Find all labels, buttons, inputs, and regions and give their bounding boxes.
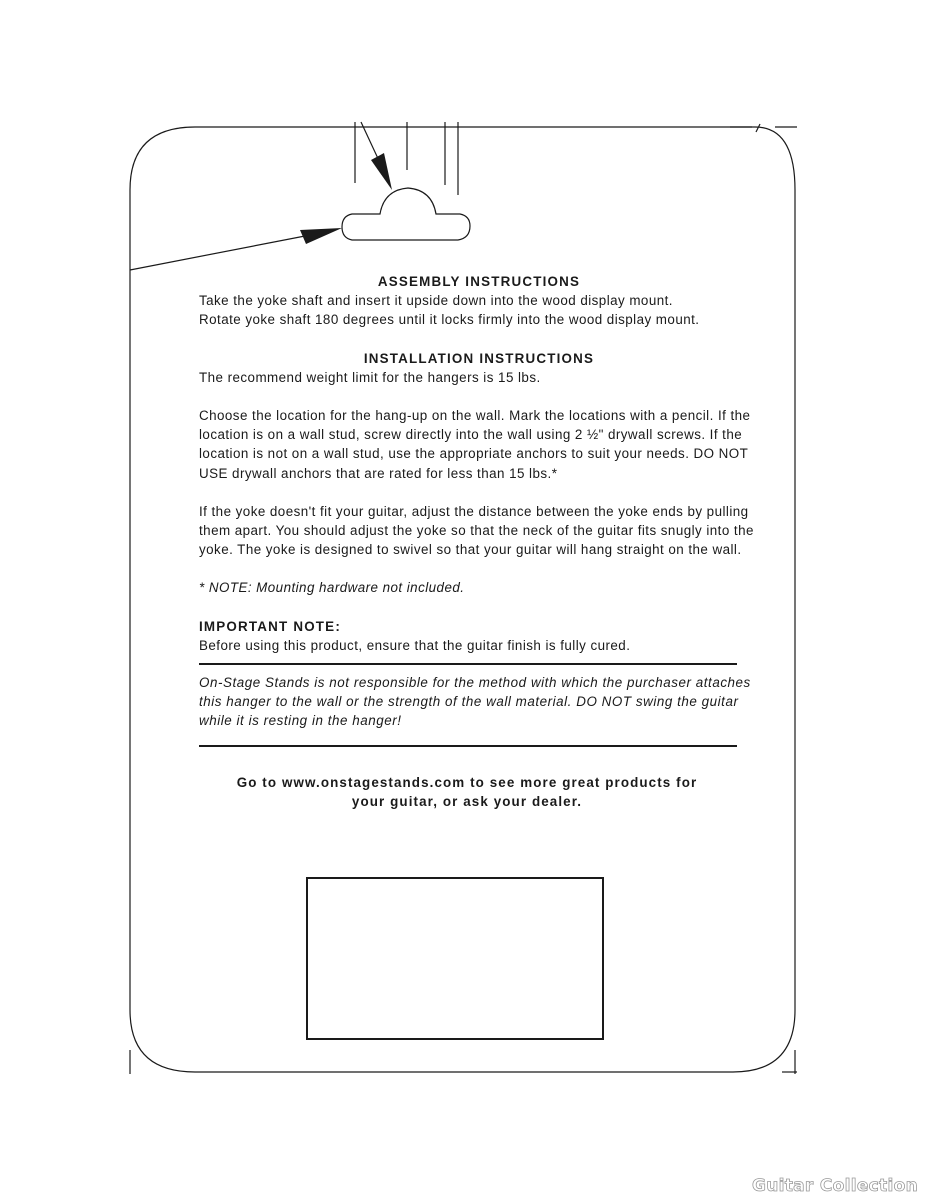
installation-heading: INSTALLATION INSTRUCTIONS <box>363 350 595 366</box>
arrow-head-top <box>371 153 392 190</box>
spacer <box>199 387 759 406</box>
important-note-heading: IMPORTANT NOTE: <box>199 618 341 634</box>
location-paragraph: Choose the location for the hang-up on the wall. Mark the locations with a pencil. If the location is on a wall stud, screw directly into the wall using 2 ½" drywall screws. If the location is not on a wall stud, use the appropriate anchors to suit your needs. DO NOT USE drywall anchors that are rated for less than 15 lbs.* <box>199 408 751 481</box>
assembly-heading: ASSEMBLY INSTRUCTIONS <box>377 274 581 289</box>
barcode-area <box>306 877 604 1040</box>
spacer <box>199 330 759 349</box>
hang-slot <box>342 188 470 240</box>
hardware-footnote: * NOTE: Mounting hardware not included. <box>199 580 465 596</box>
website-cta-line-1: Go to www.onstagestands.com to see more great products for <box>236 774 698 790</box>
spacer <box>199 483 759 502</box>
important-note-text: Before using this product, ensure that the guitar finish is fully cured. <box>199 637 631 653</box>
instructions-content <box>199 272 759 811</box>
spacer <box>199 598 759 617</box>
divider-top <box>199 663 737 665</box>
watermark-text: Guitar Collection <box>751 1176 918 1196</box>
website-cta-line-2: your guitar, or ask your dealer. <box>351 793 583 809</box>
spacer <box>199 559 759 578</box>
weight-limit-text: The recommend weight limit for the hangers is 15 lbs. <box>199 369 541 385</box>
yoke-paragraph: If the yoke doesn't fit your guitar, adjust the distance between the yoke ends by pulling them apart. You should adjust the yoke so that the neck of the guitar fits snugly into the yoke. The yoke is designed to swivel so that your guitar will hang straight on the wall. <box>199 503 754 558</box>
assembly-line-1: Take the yoke shaft and insert it upside down into the wood display mount. <box>199 293 673 309</box>
arrow-head-left <box>300 228 342 244</box>
assembly-line-2: Rotate yoke shaft 180 degrees until it locks firmly into the wood display mount. <box>199 312 700 328</box>
disclaimer-text: On-Stage Stands is not responsible for the method with which the purchaser attaches this hanger to the wall or the strength of the wall material. DO NOT swing the guitar while it is resting in the hanger! <box>199 675 751 729</box>
